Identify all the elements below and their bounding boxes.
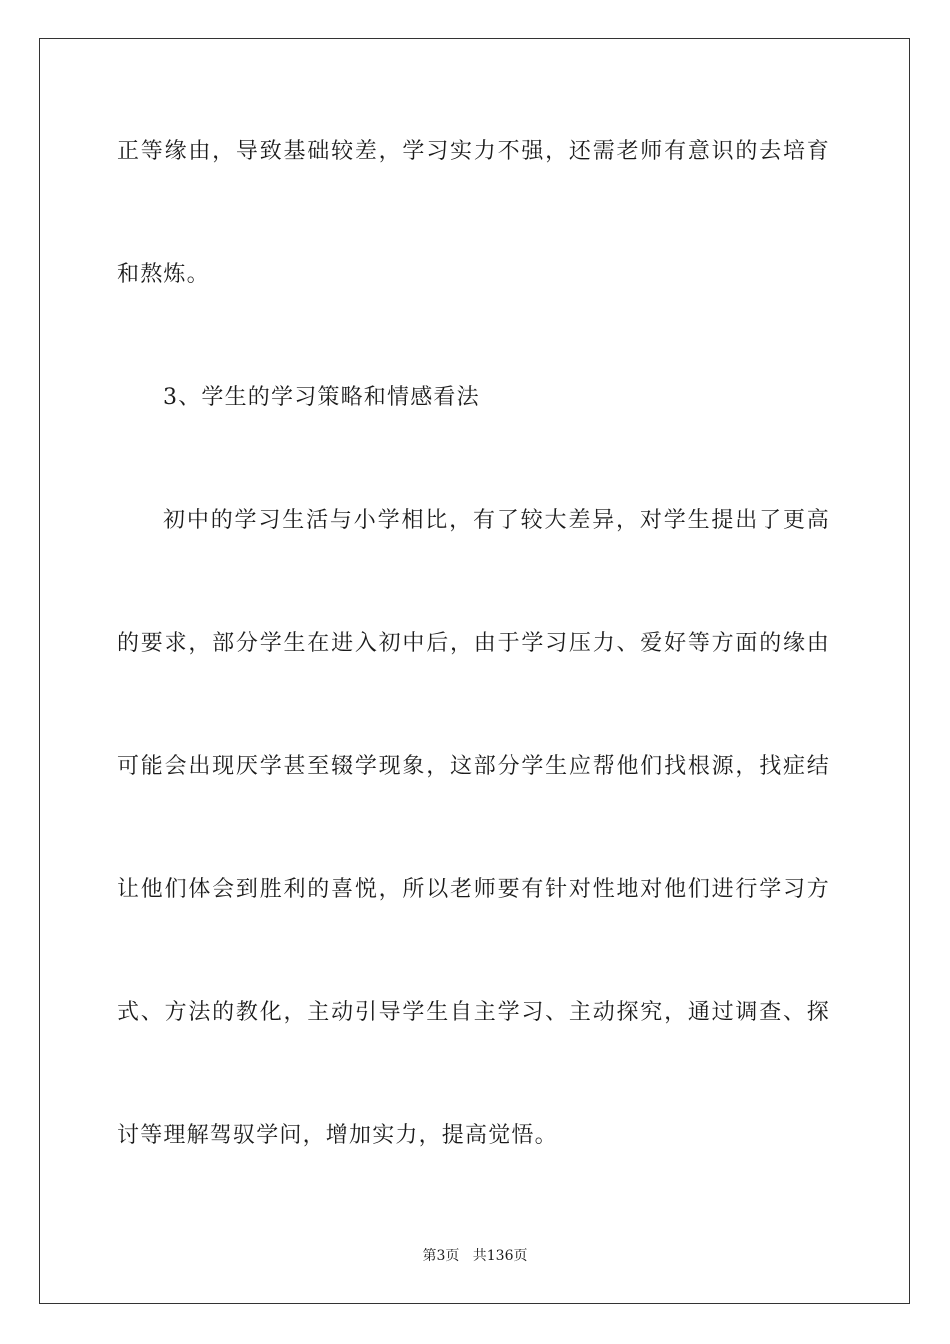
page-footer [0,1247,950,1265]
section-heading: 3、学生的学习策略和情感看法 [163,385,480,410]
paragraph-line: 让他们体会到胜利的喜悦，所以老师要有针对性地对他们进行学习方 [117,877,830,902]
paragraph-line: 的要求，部分学生在进入初中后，由于学习压力、爱好等方面的缘由 [117,631,830,656]
paragraph-line: 初中的学习生活与小学相比，有了较大差异，对学生提出了更高 [163,508,830,533]
page-number: 第3页 [422,1248,460,1264]
paragraph-line: 式、方法的教化，主动引导学生自主学习、主动探究，通过调查、探 [117,1000,830,1025]
paragraph-line: 和熬炼。 [117,262,210,287]
paragraph-line: 正等缘由，导致基础较差，学习实力不强，还需老师有意识的去培育 [117,139,830,164]
paragraph-line: 讨等理解驾驭学问，增加实力，提高觉悟。 [117,1123,558,1148]
page-total: 共136页 [472,1248,528,1264]
page-frame [39,38,910,1304]
paragraph-line: 可能会出现厌学甚至辍学现象，这部分学生应帮他们找根源，找症结 [117,754,830,779]
